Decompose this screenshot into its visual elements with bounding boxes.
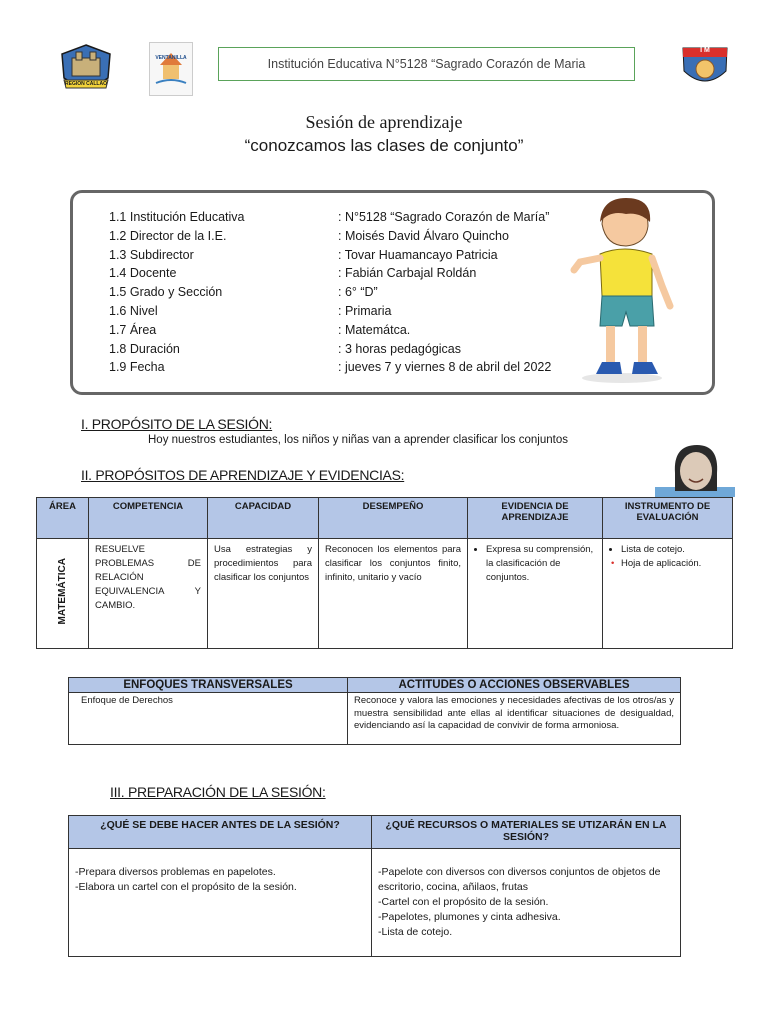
page-title: Sesión de aprendizaje (305, 112, 463, 132)
info-value: : Primaria (338, 304, 392, 318)
info-label: 1.8 Duración (109, 341, 180, 356)
red-bullet-icon: • (611, 558, 615, 569)
capacidad-cell: Usa estrategias y procedimientos para clasificar los conjuntos (208, 539, 319, 649)
header-instrumento: INSTRUMENTO DE EVALUACIÓN (603, 498, 733, 539)
girl-photo (655, 443, 735, 497)
ventanilla-logo (149, 42, 193, 96)
resource-item-3: -Papelotes, plumones y cinta adhesiva. (378, 911, 561, 923)
resource-item-2: -Cartel con el propósito de la sesión. (378, 896, 549, 908)
section-3-heading: III. PREPARACIÓN DE LA SESIÓN: (110, 784, 326, 800)
resources-header: ¿QUÉ RECURSOS O MATERIALES SE UTIZARÁN EN LA SESIÓN? (372, 816, 681, 849)
info-value: : Tovar Huamancayo Patricia (338, 247, 498, 262)
institution-banner: Institución Educativa N°5128 “Sagrado Corazón de Maria (218, 47, 635, 81)
school-shield-logo (680, 45, 730, 91)
info-value: : Moisés David Álvaro Quincho (338, 228, 509, 243)
evidencia-item: • Expresa su comprensión, la clasificación de conjuntos. (486, 543, 596, 585)
info-label: 1.4 Docente (109, 266, 177, 281)
desempeno-cell: Reconocen los elementos para clasificar los conjuntos finito, infinito, unitario y vacío (319, 539, 468, 649)
page-subtitle: “conozcamos las clases de conjunto” (244, 136, 524, 155)
header-competencia: COMPETENCIA (89, 498, 208, 539)
section-1-text: Hoy nuestros estudiantes, los niños y niñas van a aprender clasificar los conjuntos (148, 434, 568, 446)
enfoques-header: ENFOQUES TRANSVERSALES (69, 678, 348, 693)
actitudes-cell: Reconoce y valora las emociones y necesidades afectivas de los otros/as y muestra sensibilidad ante ellas al identificar situaciones de desigualdad, evidenciando así la capacidad de convivir de forma armoniosa. (348, 693, 681, 745)
boy-illustration (566, 196, 686, 386)
region-callao-logo (58, 42, 114, 96)
info-label: 1.6 Nivel (109, 304, 158, 318)
header-desempeno: DESEMPEÑO (319, 498, 468, 539)
area-value: MATEMÁTICA (56, 557, 68, 625)
actitudes-header: ACTITUDES O ACCIONES OBSERVABLES (348, 678, 681, 693)
info-label: 1.2 Director de la I.E. (109, 228, 227, 243)
resource-item-4: -Lista de cotejo. (378, 926, 453, 938)
enfoque-cell: Enfoque de Derechos (69, 693, 348, 745)
info-value: : jueves 7 y viernes 8 de abril del 2022 (338, 360, 552, 375)
header-area: ÁREA (37, 498, 89, 539)
purposes-table (36, 497, 733, 649)
header-evidencia: EVIDENCIA DE APRENDIZAJE (468, 498, 603, 539)
resource-item-1: -Papelote con diversos con diversos conjuntos de objetos de escritorio, cocina, añilaos, frutas (378, 866, 661, 893)
region-callao-logo-text: REGION CALLAO (65, 81, 107, 87)
info-label: 1.9 Fecha (109, 360, 165, 375)
table-row (69, 693, 681, 745)
info-value: : 6° “D” (338, 285, 378, 300)
before-item-1: -Prepara diversos problemas en papelotes. (75, 866, 276, 878)
info-label: 1.1 Institución Educativa (109, 210, 245, 224)
info-value: : Matemátca. (338, 322, 411, 337)
enfoques-table (68, 677, 681, 745)
info-label: 1.5 Grado y Sección (109, 285, 223, 300)
school-shield-logo-text: I M (700, 47, 710, 54)
table-row (37, 539, 733, 649)
evidencia-cell (468, 539, 603, 649)
info-value: : 3 horas pedagógicas (338, 341, 462, 356)
ventanilla-logo-text: VENTANILLA (155, 55, 187, 61)
before-session-header: ¿QUÉ SE DEBE HACER ANTES DE LA SESIÓN? (69, 816, 372, 849)
section-2-heading: II. PROPÓSITOS DE APRENDIZAJE Y EVIDENCIAS: (81, 467, 405, 483)
info-value: : N°5128 “Sagrado Corazón de María” (338, 210, 550, 224)
resources-cell (372, 849, 681, 957)
instrumento-cell (603, 539, 733, 649)
info-label: 1.7 Área (109, 322, 157, 337)
table-row (69, 849, 681, 957)
section-1-heading: I. PROPÓSITO DE LA SESIÓN: (81, 416, 273, 432)
instrumento-item-1: • Lista de cotejo. (621, 543, 726, 557)
header-capacidad: CAPACIDAD (208, 498, 319, 539)
info-label: 1.3 Subdirector (109, 247, 194, 262)
purposes-table-header (37, 498, 733, 539)
instrumento-item-2: • Hoja de aplicación. (611, 558, 702, 569)
before-session-cell (69, 849, 372, 957)
area-cell (37, 539, 89, 649)
before-item-2: -Elabora un cartel con el propósito de la sesión. (75, 881, 297, 893)
preparation-table (68, 815, 681, 957)
info-value: : Fabián Carbajal Roldán (338, 266, 477, 281)
competencia-cell: RESUELVE PROBLEMAS DE RELACIÓN EQUIVALENCIA Y CAMBIO. (89, 539, 208, 649)
